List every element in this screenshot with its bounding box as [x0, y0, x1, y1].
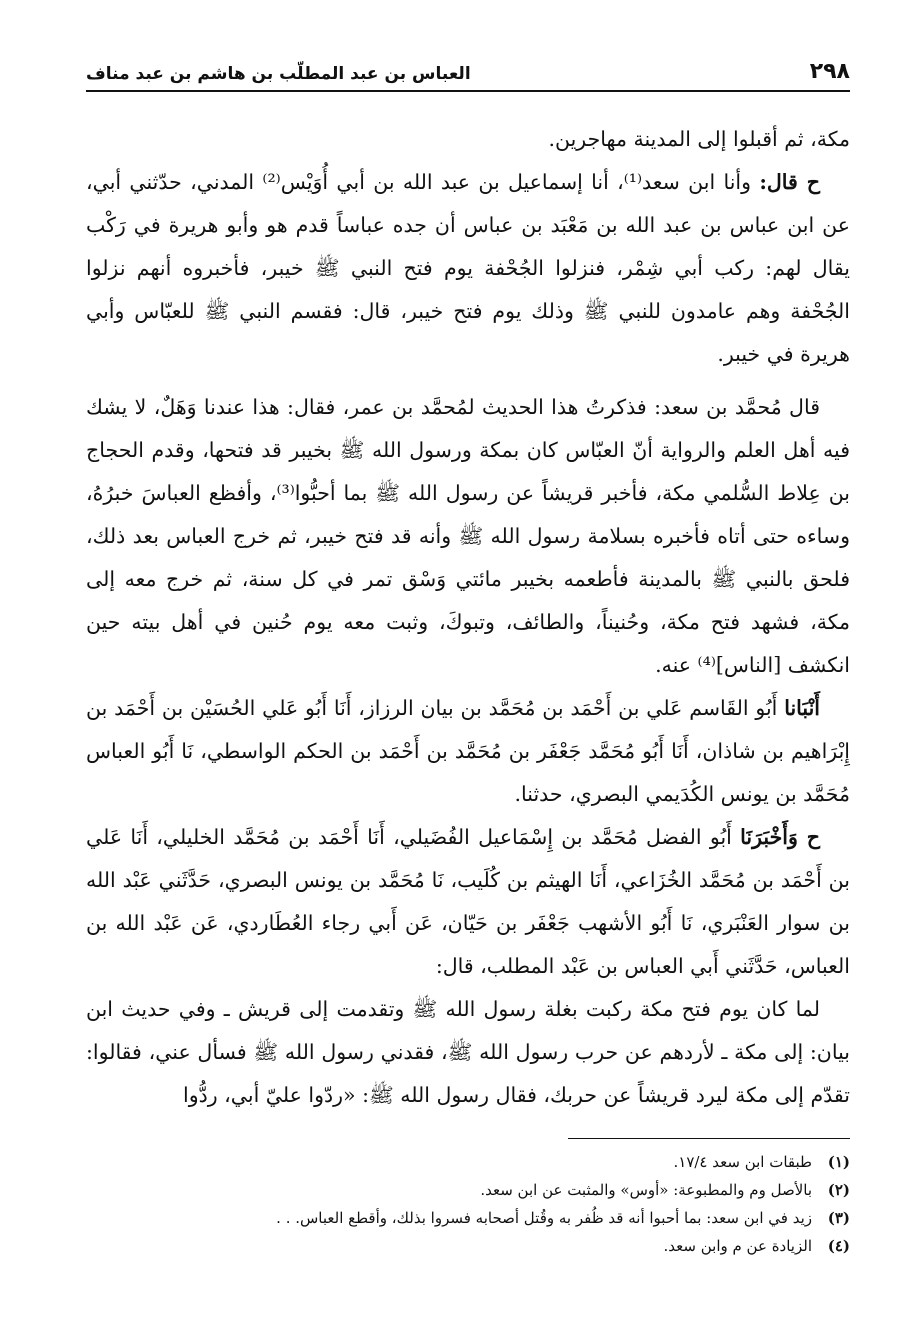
- footnote: [86, 1204, 850, 1232]
- paragraph-1: مكة، ثم أقبلوا إلى المدينة مهاجرين.: [548, 127, 850, 151]
- footnote-number: (١): [827, 1153, 850, 1171]
- footnote: [86, 1232, 850, 1260]
- footnote-text: بالأصل وم والمطبوعة: «أوس» والمثبت عن ابن سعد.: [480, 1181, 812, 1199]
- paragraph-3: قال مُحمَّد بن سعد: فذكرتُ هذا الحديث لمُحمَّد بن عمر، فقال: هذا عندنا وَهَلٌ، لا يشك فيه أهل العلم والرواية أنّ العبّاس كان بمكة ورسول الله ﷺ بخيبر قد فتحها، وقدم الحجاج بن عِلاط السُّلمي مكة، فأخبر قريشاً عن رسول الله ﷺ بما أحبُّوا⁽³⁾، وأفظع العباسَ خبرُهُ، وساءه حتى أتاه فأخبره بسلامة رسول الله ﷺ وأنه قد فتح خيبر، ثم خرج العباس بعد ذلك، فلحق بالنبي ﷺ بالمدينة فأطعمه بخيبر مائتي وَسْق تمر في كل سنة، ثم خرج معه إلى مكة، فشهد فتح مكة، وحُنيناً، والطائف، وتبوكَ، وثبت معه يوم حُنين في أهل بيته حين انكشف [الناس]⁽⁴⁾ عنه.: [86, 395, 851, 677]
- footnotes: [86, 1148, 850, 1260]
- lead-words: أَنْبَانا: [784, 696, 820, 720]
- footnote: [86, 1176, 850, 1204]
- main-text: [86, 118, 850, 1117]
- running-title: العباس بن عبد المطلّب بن هاشم بن عبد مناف: [86, 64, 471, 84]
- footnote-number: (٢): [827, 1181, 850, 1199]
- footnote-number: (٣): [827, 1209, 850, 1227]
- paragraph-6: لما كان يوم فتح مكة ركبت بغلة رسول الله ﷺ وتقدمت إلى قريش ـ وفي حديث ابن بيان: إلى مكة ـ لأردهم عن حرب رسول الله ﷺ، فقدني رسول الله ﷺ فسأل عني، فقالوا: تقدّم إلى مكة ليرد قريشاً عن حربك، فقال رسول الله ﷺ: «ردّوا عليّ أبي، ردُّوا: [86, 997, 850, 1107]
- lead-words: ح وَأَخْبَرَنَا: [740, 825, 820, 849]
- footnote-number: (٤): [827, 1237, 850, 1255]
- footnote-text: الزيادة عن م وابن سعد.: [663, 1237, 812, 1255]
- page-header: [86, 58, 850, 92]
- paragraph-2: ح قال: وأنا ابن سعد⁽¹⁾، أنا إسماعيل بن عبد الله بن أبي أُوَيْس⁽²⁾ المدني، حدّثني أبي، عن ابن عباس بن عبد الله بن مَعْبَد بن عباس أن جده عباساً قدم هو وأبو هريرة في رَكْب يقال لهم: ركب أبي شِمْر، فنزلوا الجُحْفة يوم فتح النبي ﷺ خيبر، فأخبروه أنهم نزلوا الجُحْفة وهم عامدون للنبي ﷺ وذلك يوم فتح خيبر، قال: فقسم النبي ﷺ للعبّاس وأبي هريرة في خيبر.: [86, 170, 850, 366]
- paragraph-5: ح وَأَخْبَرَنَا أَبُو الفضل مُحَمَّد بن إِسْمَاعيل الفُضَيلي، أَنَا أَحْمَد بن مُحَمَّد الخليلي، أَنَا عَلي بن أَحْمَد بن مُحَمَّد الخُزَاعي، أَنَا الهيثم بن كُلَيب، نَا مُحَمَّد بن يونس البصري، حَدَّثَني عَبْد الله بن سوار العَنْبَري، نَا أَبُو الأشهب جَعْفَر بن حَيّان، عَن أَبي رجاء العُطَاردي، عَن عَبْد الله بن العباس، حَدَّثَني أَبي العباس بن عَبْد المطلب، قال:: [86, 825, 850, 978]
- paragraph-4: أَنْبَانا أَبُو القَاسم عَلي بن أَحْمَد بن مُحَمَّد بن بيان الرزاز، أَنَا أَبُو عَلي الحُسَيْن بن أَحْمَد بن إِبْرَاهيم بن شاذان، أَنَا أَبُو مُحَمَّد جَعْفَر بن مُحَمَّد بن أَحْمَد بن الحكم الواسطي، نَا أَبُو العباس مُحَمَّد بن يونس الكُدَيمي البصري، حدثنا.: [86, 696, 850, 806]
- footnote-divider: [568, 1138, 850, 1139]
- footnote-text: طبقات ابن سعد ١٧/٤.: [673, 1153, 812, 1171]
- lead-words: ح قال:: [759, 170, 820, 194]
- footnote-text: زيد في ابن سعد: بما أحبوا أنه قد ظُفر به وقُتل أصحابه فسروا بذلك، وأقطع العباس. . .: [276, 1209, 812, 1227]
- page-number: ٢٩٨: [809, 59, 850, 84]
- footnote: [86, 1148, 850, 1176]
